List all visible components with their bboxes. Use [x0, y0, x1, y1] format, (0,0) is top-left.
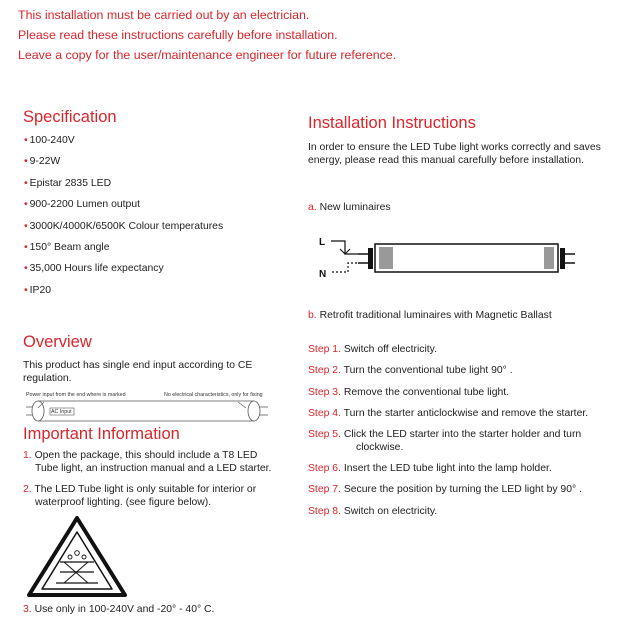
installation-steps: [308, 344, 588, 527]
ac-input-marking: AC Input: [51, 409, 72, 415]
important-item: 1. Open the package, this should include a T8 LED Tube light, an instruction manual and a LED starter.: [23, 450, 272, 474]
warning-line-1: This installation must be carried out by an electrician.: [18, 8, 310, 22]
warning-line-3: Leave a copy for the user/maintenance engineer for future reference.: [18, 48, 397, 62]
no-insulation-warning-icon: [26, 515, 128, 599]
specification-list: [24, 134, 223, 305]
diagram-label-n: N: [319, 269, 327, 280]
installation-heading: Installation Instructions: [308, 114, 476, 132]
step-item: Step 8. Switch on electricity.: [308, 505, 438, 517]
part-a-label: a. New luminaires: [308, 202, 391, 213]
spec-item: • 900-2200 Lumen output: [24, 199, 140, 211]
part-b-label: b. Retrofit traditional luminaires with Magnetic Ballast: [308, 310, 552, 321]
spec-item: • Epistar 2835 LED: [24, 177, 112, 189]
spec-item: • 9-22W: [24, 156, 61, 168]
tube-label-right: No electrical characteristics, only for fixing: [164, 392, 263, 398]
spec-item: • 150° Beam angle: [24, 241, 110, 253]
step-item: Step 7. Secure the position by turning the LED light by 90° .: [308, 484, 582, 496]
overview-heading: Overview: [23, 333, 92, 351]
important-item: 2. The LED Tube light is only suitable for interior or waterproof lighting. (see figure below).: [23, 484, 257, 508]
step-item: Step 1. Switch off electricity.: [308, 344, 437, 355]
step-item: Step 3. Remove the conventional tube light.: [308, 386, 510, 398]
spec-item: • 35,000 Hours life expectancy: [24, 263, 164, 275]
spec-item: • 100-240V: [24, 135, 75, 146]
new-luminaire-wiring-diagram: [318, 232, 580, 282]
important-heading: Important Information: [23, 425, 180, 443]
warning-line-2: Please read these instructions carefully before installation.: [18, 28, 338, 42]
step-item: Step 2. Turn the conventional tube light 90° .: [308, 365, 513, 377]
tube-label-left: Power input from the end where is marked: [26, 392, 126, 398]
important-list: [23, 450, 283, 518]
overview-text: This product has single end input according to CE regulation.: [23, 360, 253, 384]
installation-intro: In order to ensure the LED Tube light works correctly and saves energy, please read this manual carefully before installation.: [308, 142, 601, 166]
step-item: Step 4. Turn the starter anticlockwise and remove the starter.: [308, 407, 589, 419]
important-item-3: 3. Use only in 100-240V and -20° - 40° C.: [23, 604, 215, 615]
specification-heading: Specification: [23, 108, 117, 126]
warning-block: [18, 5, 396, 65]
spec-item: • IP20: [24, 284, 52, 296]
step-item: Step 6. Insert the LED tube light into the lamp holder.: [308, 462, 552, 474]
step-item: Step 5. Click the LED starter into the starter holder and turn clockwise.: [308, 429, 582, 453]
spec-item: • 3000K/4000K/6500K Colour temperatures: [24, 220, 224, 232]
diagram-label-l: L: [319, 237, 326, 248]
